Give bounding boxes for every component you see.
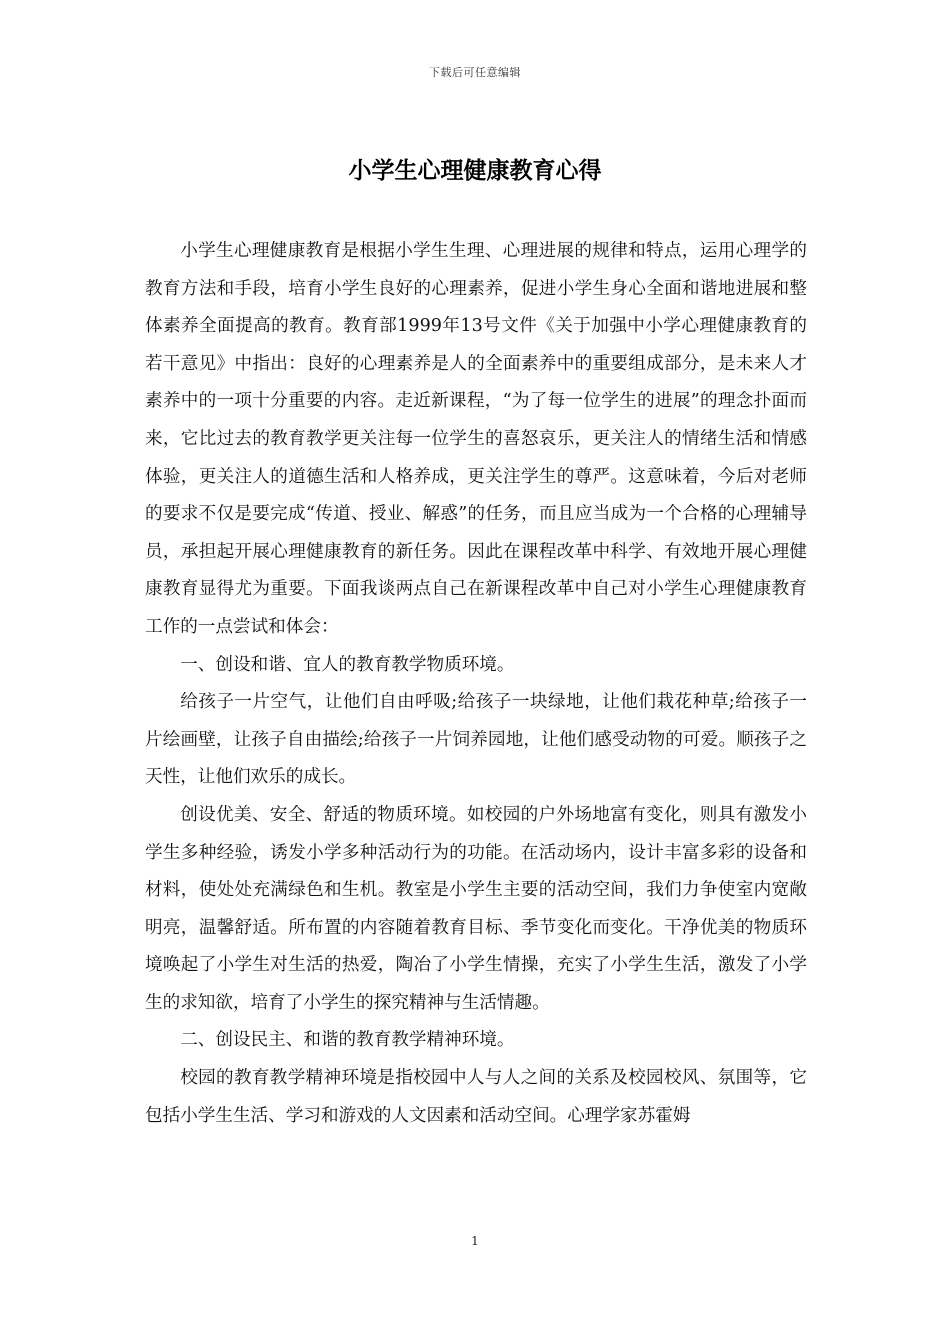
paragraph: 给孩子一片空气，让他们自由呼吸;给孩子一块绿地，让他们栽花种草;给孩子一片绘画壁，让孩子自由描绘;给孩子一片饲养园地，让他们感受动物的可爱。顺孩子之天性，让他们欢乐的成长。	[145, 692, 807, 788]
document-body	[145, 233, 807, 1135]
page-header: 下载后可任意编辑	[429, 66, 521, 79]
page-number: 1	[471, 1234, 479, 1248]
section-heading-1: 一、创设和谐、宜人的教育教学物质环境。	[180, 654, 515, 675]
document-title: 小学生心理健康教育心得	[348, 158, 602, 184]
paragraph: 创设优美、安全、舒适的物质环境。如校园的户外场地富有变化，则具有激发小学生多种经验，诱发小学多种活动行为的功能。在活动场内，设计丰富多彩的设备和材料，使处处充满绿色和生机。教室是小学生主要的活动空间，我们力争使室内宽敞明亮，温馨舒适。所布置的内容随着教育目标、季节变化而变化。干净优美的物质环境唤起了小学生对生活的热爱，陶冶了小学生情操，充实了小学生生活，激发了小学生的求知欲，培育了小学生的探究精神与生活情趣。	[145, 804, 807, 1013]
section-heading-2: 二、创设民主、和谐的教育教学精神环境。	[180, 1030, 515, 1051]
paragraph-intro: 小学生心理健康教育是根据小学生生理、心理进展的规律和特点，运用心理学的教育方法和手段，培育小学生良好的心理素养，促进小学生身心全面和谐地进展和整体素养全面提高的教育。教育部1999年13号文件《关于加强中小学心理健康教育的若干意见》中指出：良好的心理素养是人的全面素养中的重要组成部分，是未来人才素养中的一项十分重要的内容。走近新课程，“为了每一位学生的进展”的理念扑面而来，它比过去的教育教学更关注每一位学生的喜怒哀乐，更关注人的情绪生活和情感体验，更关注人的道德生活和人格养成，更关注学生的尊严。这意味着，今后对老师的要求不仅是要完成“传道、授业、解惑”的任务，而且应当成为一个合格的心理辅导员，承担起开展心理健康教育的新任务。因此在课程改革中科学、有效地开展心理健康教育显得尤为重要。下面我谈两点自己在新课程改革中自己对小学生心理健康教育工作的一点尝试和体会：	[145, 241, 807, 637]
paragraph: 校园的教育教学精神环境是指校园中人与人之间的关系及校园校风、氛围等，它包括小学生生活、学习和游戏的人文因素和活动空间。心理学家苏霍姆	[145, 1068, 807, 1126]
